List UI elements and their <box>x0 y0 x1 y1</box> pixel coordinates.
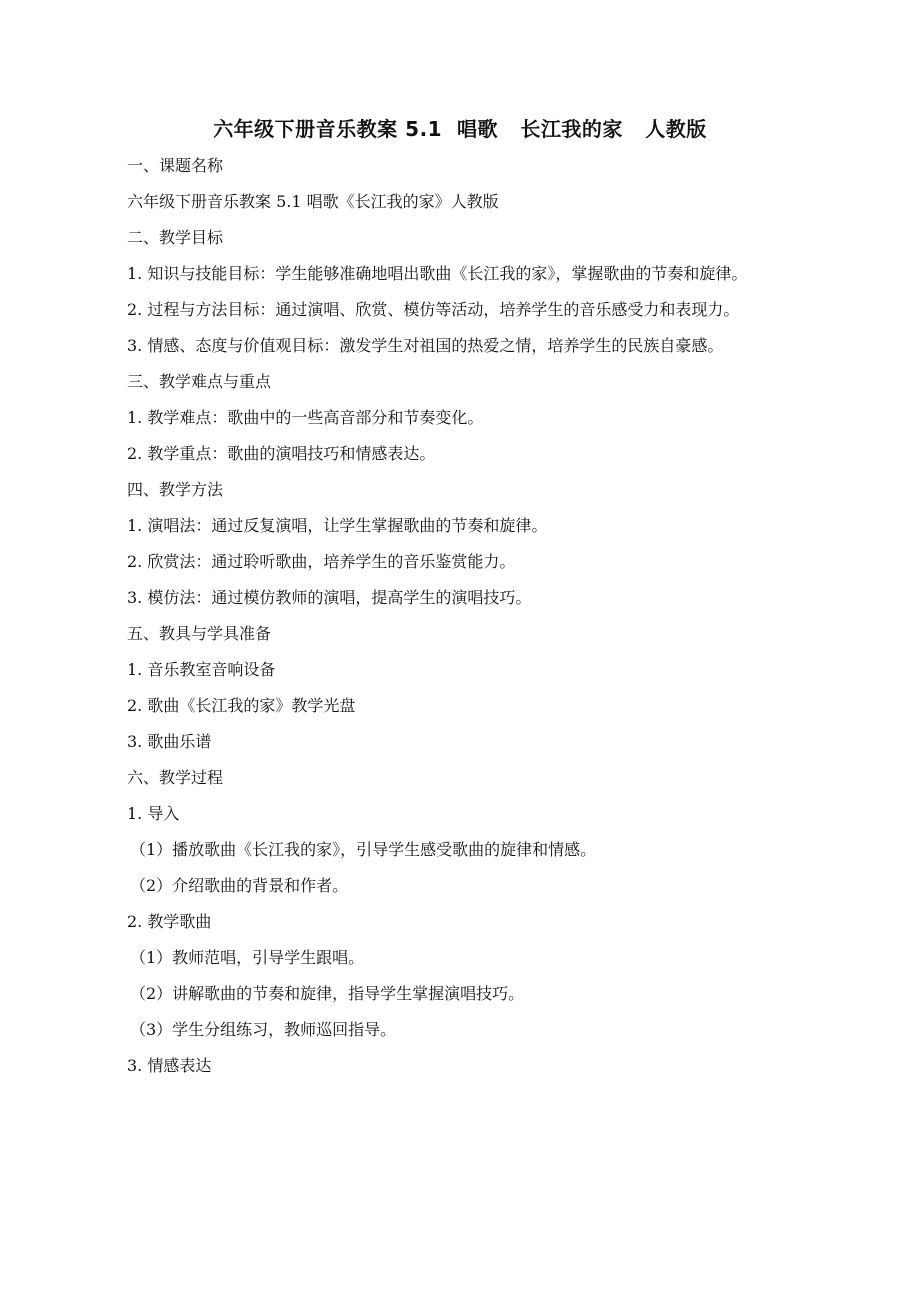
section-heading: 四、教学方法 <box>127 480 224 499</box>
list-item: 2. 欣赏法：通过聆听歌曲，培养学生的音乐鉴赏能力。 <box>127 552 516 571</box>
step-substep: （1）教师范唱，引导学生跟唱。 <box>130 948 365 967</box>
section-heading: 五、教具与学具准备 <box>127 624 272 643</box>
step-substep: （3）学生分组练习，教师巡回指导。 <box>130 1020 397 1039</box>
section-heading: 一、课题名称 <box>127 156 224 175</box>
document-title: 六年级下册音乐教案 5.1 唱歌 长江我的家 人教版 <box>213 117 707 141</box>
step-substep: （1）播放歌曲《长江我的家》，引导学生感受歌曲的旋律和情感。 <box>130 840 597 859</box>
objective-item: 2. 过程与方法目标：通过演唱、欣赏、模仿等活动，培养学生的音乐感受力和表现力。 <box>127 300 740 319</box>
list-item: 1. 音乐教室音响设备 <box>127 660 276 679</box>
step-heading: 3. 情感表达 <box>127 1056 212 1075</box>
objective-item: 3. 情感、态度与价值观目标：激发学生对祖国的热爱之情，培养学生的民族自豪感。 <box>127 336 724 355</box>
list-item: 1. 教学难点：歌曲中的一些高音部分和节奏变化。 <box>127 408 484 427</box>
step-substep: （2）介绍歌曲的背景和作者。 <box>130 876 349 895</box>
section-heading: 六、教学过程 <box>127 768 224 787</box>
objective-item: 1. 知识与技能目标：学生能够准确地唱出歌曲《长江我的家》，掌握歌曲的节奏和旋律。 <box>127 264 748 283</box>
lesson-name: 六年级下册音乐教案 5.1 唱歌《长江我的家》人教版 <box>127 192 499 211</box>
list-item: 1. 演唱法：通过反复演唱，让学生掌握歌曲的节奏和旋律。 <box>127 516 548 535</box>
list-item: 3. 歌曲乐谱 <box>127 732 212 751</box>
list-item: 3. 模仿法：通过模仿教师的演唱，提高学生的演唱技巧。 <box>127 588 532 607</box>
list-item: 2. 教学重点：歌曲的演唱技巧和情感表达。 <box>127 444 436 463</box>
step-substep: （2）讲解歌曲的节奏和旋律，指导学生掌握演唱技巧。 <box>130 984 525 1003</box>
section-heading: 三、教学难点与重点 <box>127 372 272 391</box>
section-heading: 二、教学目标 <box>127 228 224 247</box>
step-heading: 1. 导入 <box>127 804 180 823</box>
list-item: 2. 歌曲《长江我的家》教学光盘 <box>127 696 356 715</box>
step-heading: 2. 教学歌曲 <box>127 912 212 931</box>
